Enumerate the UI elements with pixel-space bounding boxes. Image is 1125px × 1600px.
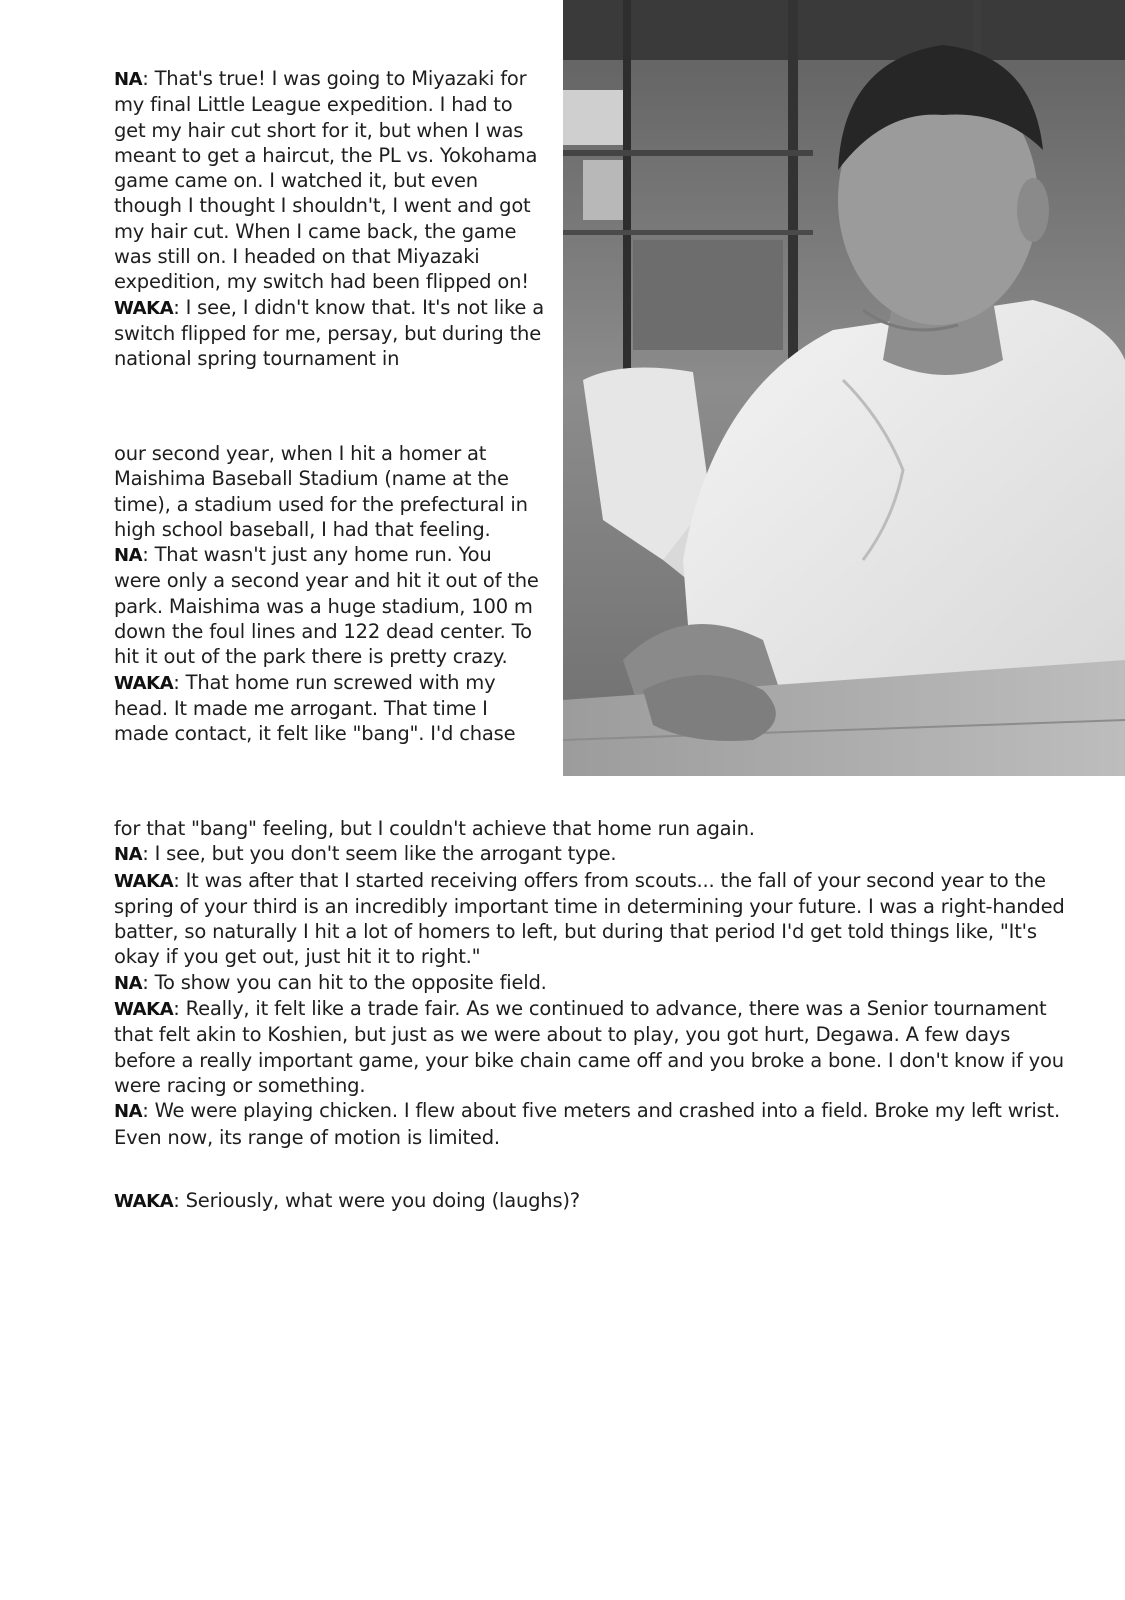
paragraph-text: : I see, but you don't seem like the arrogant type. [142,842,617,866]
paragraph-text: : That home run screwed with my head. It made me arrogant. That time I made contact, it felt like "bang". I'd chase [114,670,516,746]
interview-paragraph [114,841,1069,867]
speaker-label: WAKA [114,1191,174,1212]
speaker-label: WAKA [114,672,174,694]
paragraph-text: : I see, I didn't know that. It's not like a switch flipped for me, persay, but during the national spring tournament in [114,295,544,371]
portrait-photo [563,0,1125,776]
speaker-label: WAKA [114,297,174,319]
interview-text-column-middle [114,441,544,747]
speaker-label: NA [114,1101,143,1123]
interview-text-column-top [114,66,544,372]
speaker-label: NA [114,844,143,866]
interview-paragraph [114,970,1069,996]
interview-text-full-width [114,816,1069,1150]
paragraph-text: : It was after that I started receiving offers from scouts... the fall of your second year to the spring of your third is an incredibly important time in determining your future. I was a right-handed batter, so naturally I hit a lot of homers to left, but during that period I'd get told things like, "It's okay if you get out, just hit it to right." [114,868,1065,969]
interview-paragraph [114,542,544,669]
paragraph-text: : To show you can hit to the opposite field. [142,970,547,994]
interview-paragraph [114,996,1069,1098]
speaker-label: WAKA [114,870,174,892]
speaker-label: NA [114,69,143,90]
speaker-label: NA [114,545,143,567]
paragraph-text: : We were playing chicken. I flew about five meters and crashed into a field. Broke my left wrist. Even now, its range of motion is limited. [114,1099,1060,1149]
interview-paragraph [114,868,1069,970]
paragraph-text: our second year, when I hit a homer at Maishima Baseball Stadium (name at the time), a stadium used for the prefectural in high school baseball, I had that feeling. [114,442,528,541]
interview-paragraph [114,441,544,542]
interview-paragraph [114,66,544,295]
interview-paragraph [114,1188,1069,1214]
interview-paragraph [114,816,1069,841]
paragraph-text: for that "bang" feeling, but I couldn't achieve that home run again. [114,817,755,840]
interview-paragraph [114,295,544,372]
paragraph-text: : That's true! I was going to Miyazaki for my final Little League expedition. I had to get my hair cut short for it, but when I was meant to get a haircut, the PL vs. Yokohama game came on. I watched it, but even though I thought I shouldn't, I went and got my hair cut. When I came back, the game was still on. I headed on that Miyazaki expedition, my switch had been flipped on! [114,67,538,294]
speaker-label: NA [114,972,143,994]
portrait-photo-icon [563,0,1125,776]
interview-paragraph [114,1098,1069,1150]
paragraph-text: : Seriously, what were you doing (laughs)? [173,1189,580,1212]
paragraph-text: : Really, it felt like a trade fair. As we continued to advance, there was a Senior tournament that felt akin to Koshien, but just as we were about to play, you got hurt, Degawa. A few days before a really important game, your bike chain came off and you broke a bone. I don't know if you were racing or something. [114,997,1064,1097]
interview-paragraph [114,670,544,747]
speaker-label: WAKA [114,999,174,1021]
paragraph-text: : That wasn't just any home run. You were only a second year and hit it out of the park. Maishima was a huge stadium, 100 m down the foul lines and 122 dead center. To hit it out of the park there is pretty crazy. [114,543,539,669]
interview-text-closing [114,1188,1069,1214]
